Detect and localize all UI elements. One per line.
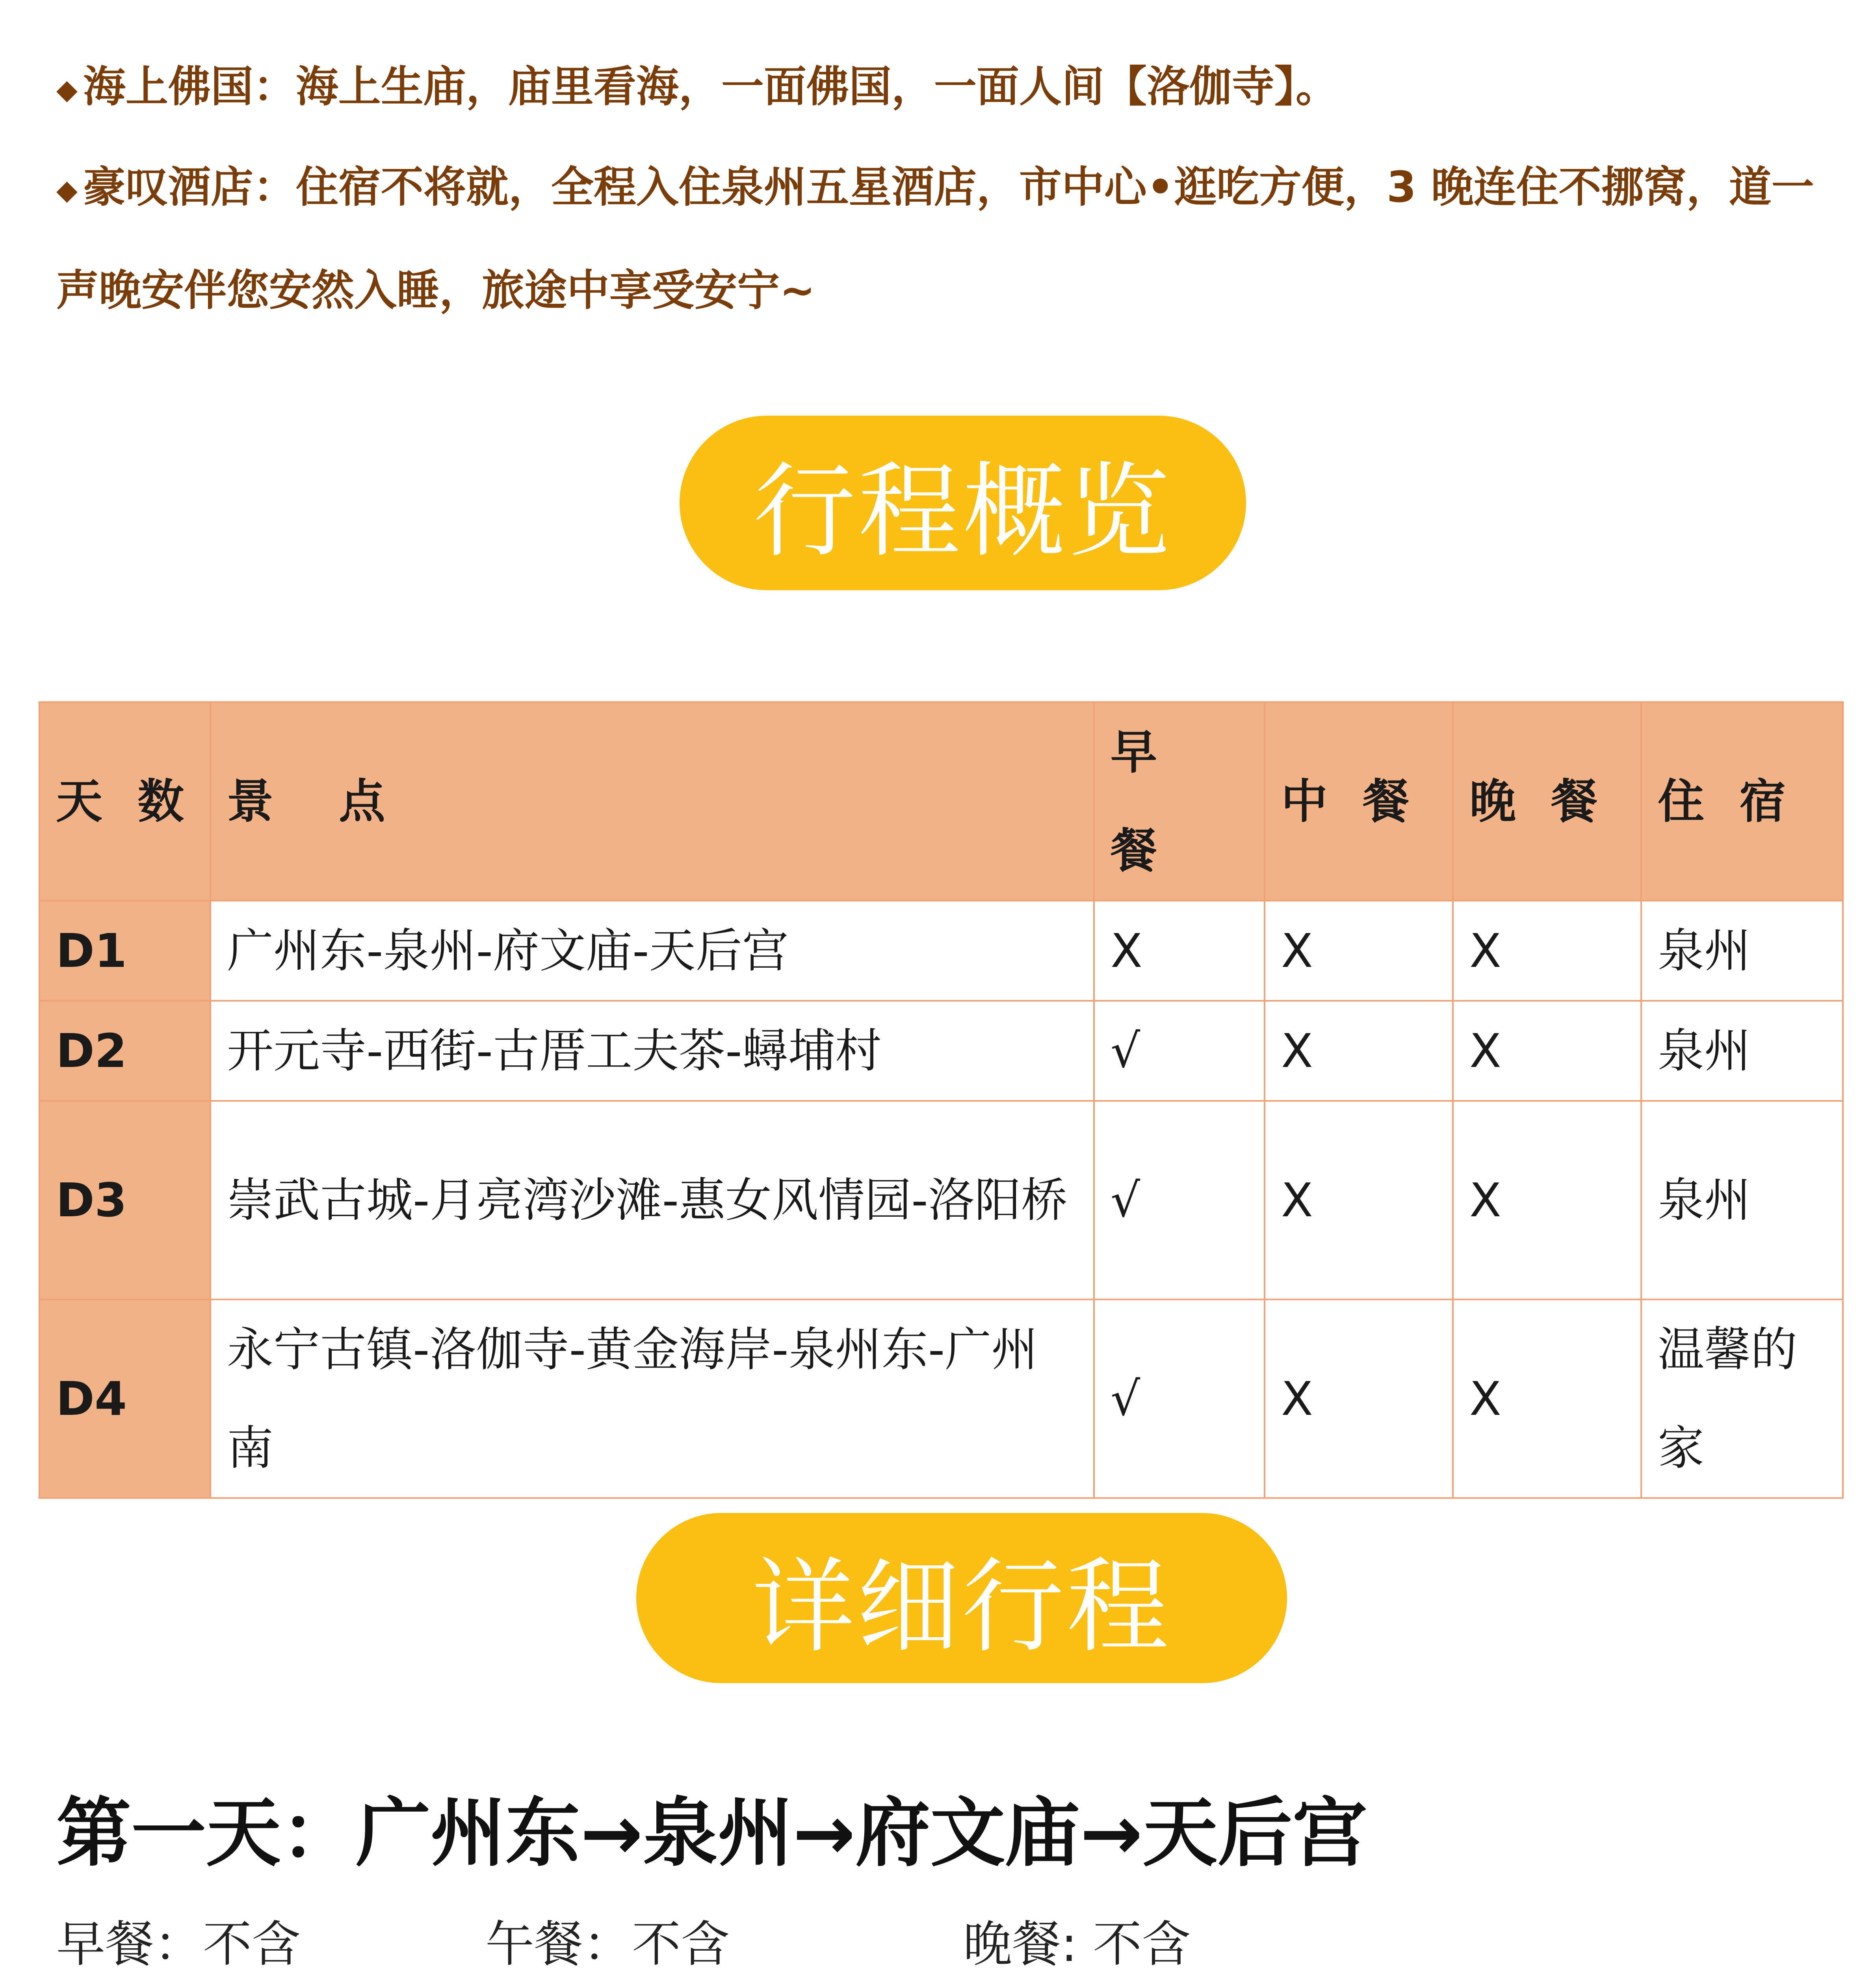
stay-cell: 温馨的家 — [1641, 1299, 1843, 1498]
header-day: 天 数 — [39, 702, 210, 901]
highlight-text: 豪叹酒店：住宿不将就，全程入住泉州五星酒店，市中心•逛吃方便，3 晚连住不挪窝，道一声晚安伴您安然入睡，旅途中享受安宁~ — [56, 163, 1814, 315]
lunch-cell: X — [1265, 1101, 1453, 1299]
diamond-bullet-icon: ◆ — [56, 173, 78, 206]
highlight-text: 海上佛国：海上生庙，庙里看海，一面佛国，一面人间【洛伽寺】。 — [83, 62, 1338, 112]
dinner-cell: X — [1453, 1001, 1641, 1101]
header-spots: 景 点 — [210, 702, 1094, 901]
spots-cell: 永宁古镇-洛伽寺-黄金海岸-泉州东-广州南 — [210, 1299, 1094, 1498]
lunch-cell: X — [1265, 901, 1453, 1001]
day-cell: D4 — [39, 1299, 210, 1498]
lunch-cell: X — [1265, 1001, 1453, 1101]
diamond-bullet-icon: ◆ — [56, 73, 78, 106]
day1-title: 第一天：广州东→泉州→府文庙→天后宫 — [56, 1790, 1367, 1877]
breakfast-cell: √ — [1094, 1101, 1265, 1299]
day-cell: D1 — [39, 901, 210, 1001]
day1-dinner: 晚餐: 不含 — [963, 1916, 1191, 1970]
header-lunch: 中 餐 — [1265, 702, 1453, 901]
table-header-row — [39, 702, 1843, 901]
breakfast-cell: √ — [1094, 1001, 1265, 1101]
breakfast-cell: X — [1094, 901, 1265, 1001]
breakfast-cell: √ — [1094, 1299, 1265, 1498]
header-breakfast: 早 餐 — [1094, 702, 1265, 901]
stay-cell: 泉州 — [1641, 1001, 1843, 1101]
overview-title-pill — [680, 416, 1246, 590]
itinerary-table — [39, 701, 1844, 1499]
table-row — [39, 1101, 1843, 1299]
stay-cell: 泉州 — [1641, 901, 1843, 1001]
stay-cell: 泉州 — [1641, 1101, 1843, 1299]
spots-cell: 开元寺-西街-古厝工夫茶-蟳埔村 — [210, 1001, 1094, 1101]
highlight-1 — [56, 37, 1821, 140]
spots-cell: 崇武古城-月亮湾沙滩-惠女风情园-洛阳桥 — [210, 1101, 1094, 1299]
overview-title: 行程概览 — [753, 452, 1172, 571]
header-stay: 住 宿 — [1641, 702, 1843, 901]
detail-title: 详细行程 — [752, 1547, 1171, 1667]
day-cell: D2 — [39, 1001, 210, 1101]
dinner-cell: X — [1453, 1299, 1641, 1498]
spots-cell: 广州东-泉州-府文庙-天后宫 — [210, 901, 1094, 1001]
lunch-cell: X — [1265, 1299, 1453, 1498]
day-cell: D3 — [39, 1101, 210, 1299]
header-dinner: 晚 餐 — [1453, 702, 1641, 901]
table-row — [39, 901, 1843, 1001]
table-row — [39, 1001, 1843, 1101]
dinner-cell: X — [1453, 1101, 1641, 1299]
day1-breakfast: 早餐：不含 — [56, 1916, 301, 1970]
day1-lunch: 午餐：不含 — [485, 1916, 730, 1970]
table-row — [39, 1299, 1843, 1498]
detail-title-pill — [636, 1513, 1287, 1683]
dinner-cell: X — [1453, 901, 1641, 1001]
highlight-2 — [56, 137, 1821, 341]
